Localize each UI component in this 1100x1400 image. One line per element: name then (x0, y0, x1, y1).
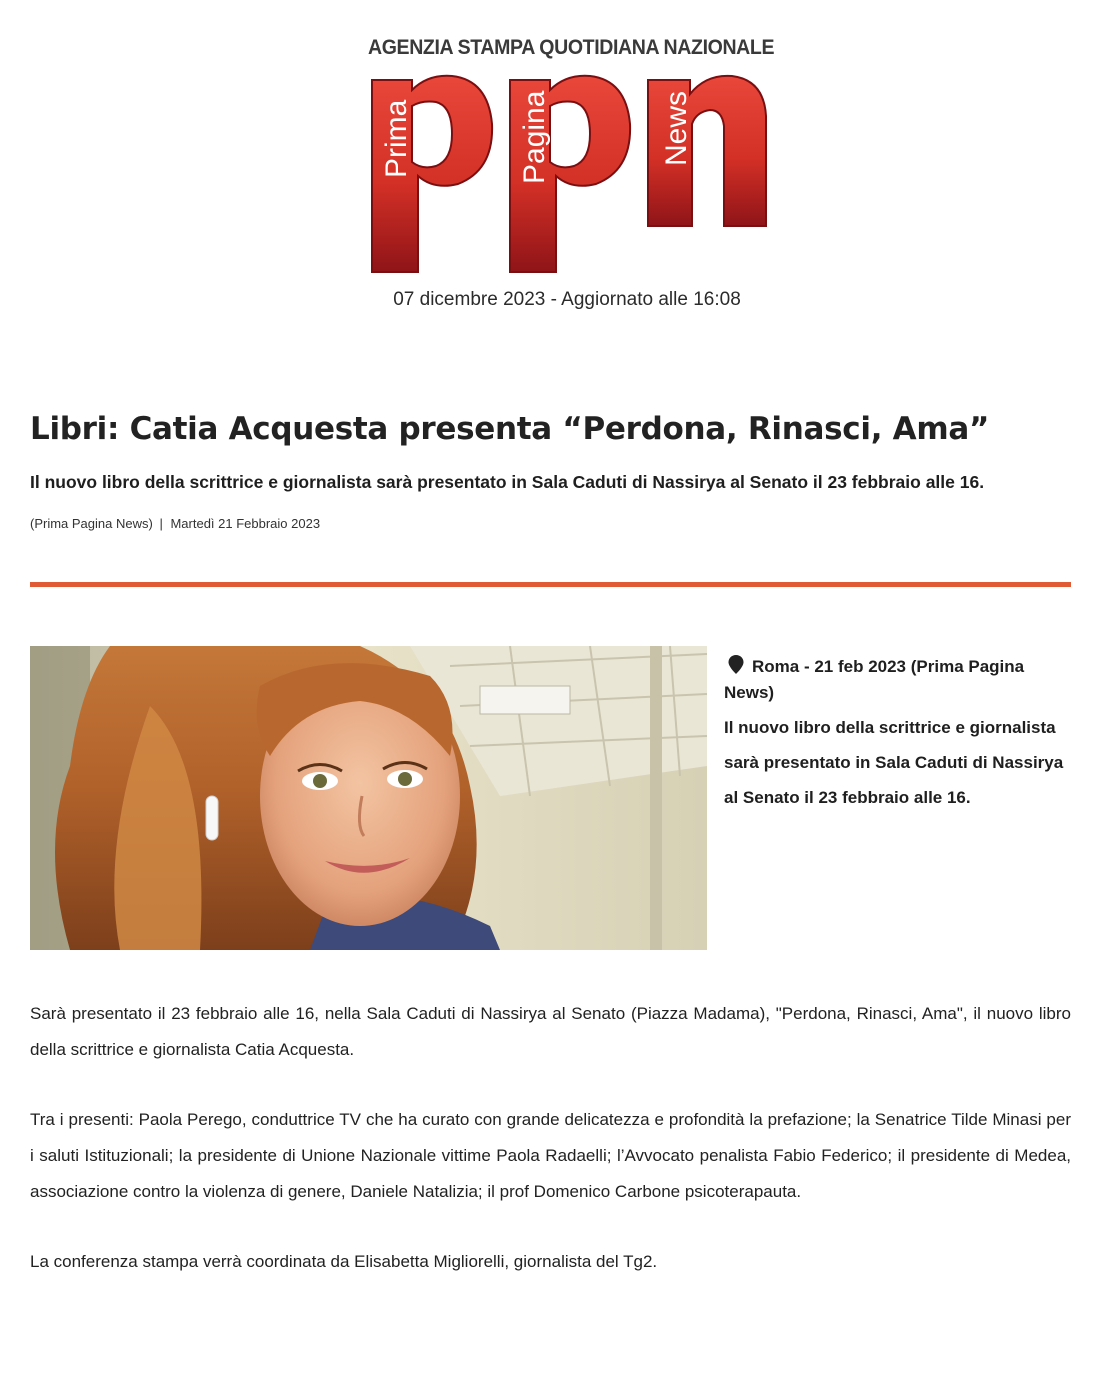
agency-tagline: AGENZIA STAMPA QUOTIDIANA NAZIONALE (368, 36, 775, 59)
byline-date: Martedì 21 Febbraio 2023 (170, 516, 321, 531)
ppn-logo[interactable] (360, 66, 780, 278)
section-divider (30, 582, 1071, 587)
location-text: Roma - 21 feb 2023 (Prima Pagina News) (724, 657, 1025, 702)
article-title: Libri: Catia Acquesta presenta “Perdona, Rinasci, Ama” (30, 411, 990, 447)
byline-source: (Prima Pagina News) (30, 516, 153, 531)
map-pin-icon (728, 655, 744, 674)
logo-word-pagina: Pagina (518, 90, 551, 184)
logo-word-news: News (660, 90, 693, 166)
article-sidebox (724, 654, 1074, 815)
masthead (0, 0, 1100, 330)
edition-dateline: 07 dicembre 2023 - Aggiornato alle 16:08 (393, 289, 741, 310)
article-subtitle: Il nuovo libro della scrittrice e giornalista sarà presentato in Sala Caduti di Nassirya al Senato il 23 febbraio alle 16. (30, 472, 985, 492)
article-body (30, 996, 1071, 1314)
location-line (724, 654, 1074, 706)
body-paragraph-1: Sarà presentato il 23 febbraio alle 16, nella Sala Caduti di Nassirya al Senato (Piazza Madama), "Perdona, Rinasci, Ama", il nuovo libro della scrittrice e giornalista Catia Acquesta. (30, 1004, 1071, 1059)
body-paragraph-3: La conferenza stampa verrà coordinata da Elisabetta Migliorelli, giornalista del Tg2. (30, 1252, 658, 1271)
article-byline (30, 516, 320, 531)
portrait-illustration (30, 646, 707, 950)
byline-separator: | (159, 516, 163, 531)
logo-word-prima: Prima (380, 99, 413, 178)
article-photo[interactable] (30, 646, 707, 950)
sidebox-summary: Il nuovo libro della scrittrice e giornalista sarà presentato in Sala Caduti di Nassirya al Senato il 23 febbraio alle 16. (724, 718, 1064, 807)
body-paragraph-2: Tra i presenti: Paola Perego, conduttrice TV che ha curato con grande delicatezza e profondità la prefazione; la Senatrice Tilde Minasi per i saluti Istituzionali; la presidente di Unione Nazionale vittime Paola Radaelli; l’Avvocato penalista Fabio Federico; il presidente di Medea, associazione contro la violenza di genere, Daniele Natalizia; il prof Domenico Carbone psicoterapauta. (30, 1110, 1071, 1201)
